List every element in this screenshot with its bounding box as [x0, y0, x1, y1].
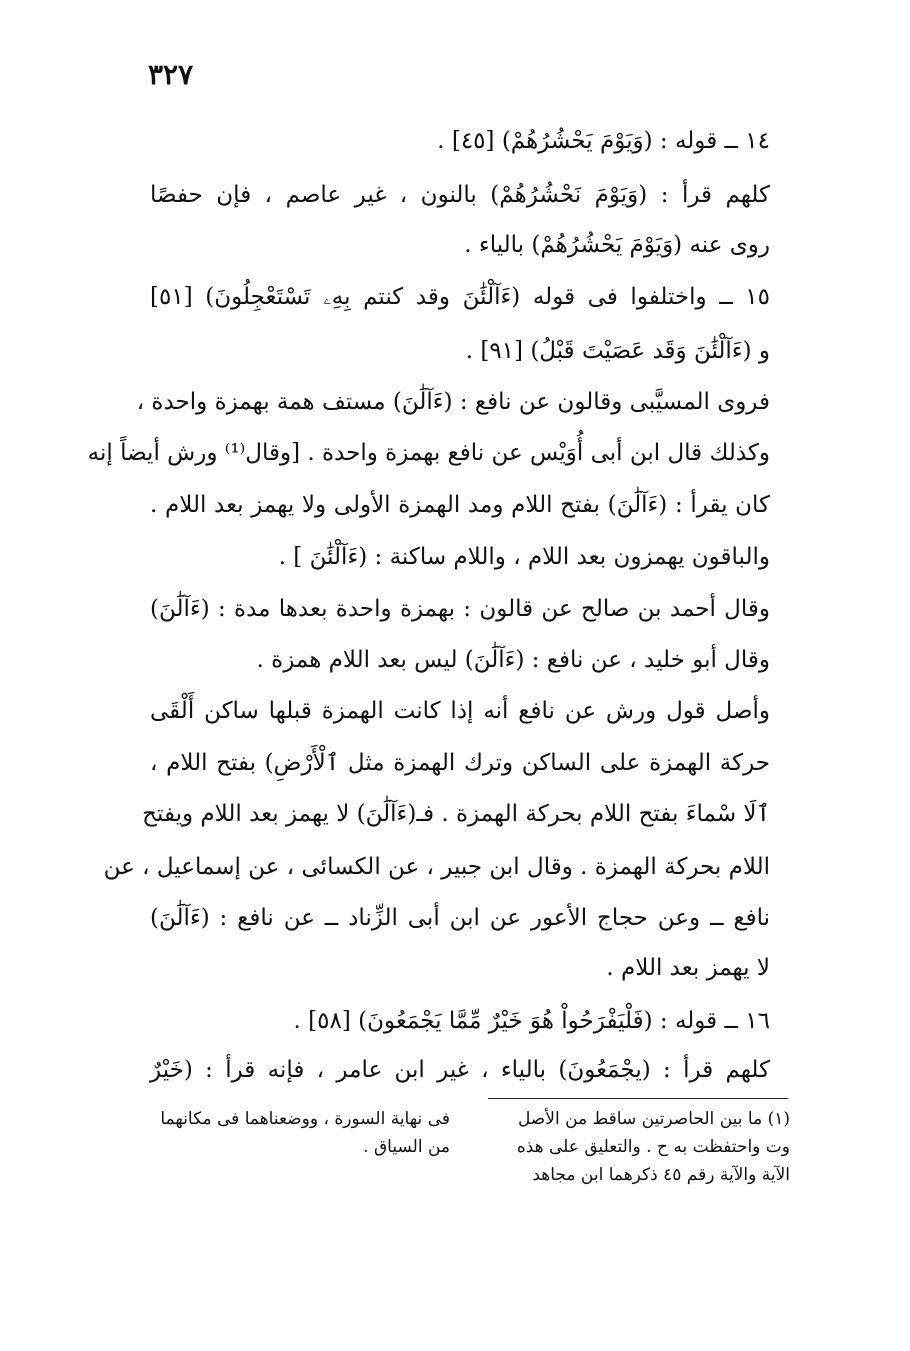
- text-line: و (ءَآلْئَٰنَ وَقَد عَصَيْتَ قَبْلُ) [٩١] .: [465, 338, 770, 364]
- text-line: والباقون يهمزون بعد اللام ، واللام ساكنة : (ءَآلْئَٰنَ ] .: [278, 544, 770, 570]
- footnote-line: وت واحتفظت به ح . والتعليق على هذه: [516, 1137, 790, 1157]
- text-line: حركة الهمزة على الساكن وترك الهمزة مثل ٱلْأَرْضِ) بفتح اللام ،: [150, 750, 770, 776]
- text-line: روى عنه (وَيَوْمَ يَحْشُرُهُمْ) بالياء .: [464, 232, 770, 258]
- footnote-line: من السياق .: [363, 1137, 450, 1157]
- text-line: ١٦ ــ قوله : (فَلْيَفْرَحُواْ هُوَ خَيْرٌ مِّمَّا يَجْمَعُونَ) [٥٨] .: [293, 1008, 770, 1034]
- text-line: نافع ــ وعن حجاج الأعور عن ابن أبى الزِّناد ــ عن نافع : (ءَآلَٰنَ): [150, 905, 770, 931]
- footnote-divider: [488, 1098, 788, 1099]
- text-line: وكذلك قال ابن أبى أُوَيْس عن نافع بهمزة واحدة . [وقال⁽¹⁾ ورش أيضاً إنه: [87, 440, 770, 466]
- text-line: ١٤ ــ قوله : (وَيَوْمَ يَحْشُرُهُمْ) [٤٥] .: [437, 128, 770, 154]
- text-line: ١٥ ــ واختلفوا فى قوله (ءَآلْئَٰنَ وقد كنتم بِهِۦ تَسْتَعْجِلُونَ) [٥١]: [150, 284, 770, 310]
- text-line: وأصل قول ورش عن نافع أنه إذا كانت الهمزة قبلها ساكن أَلْقَى: [150, 698, 770, 724]
- footnote-line: فى نهاية السورة ، ووضعناهما فى مكانهما: [160, 1109, 450, 1129]
- text-line: ٱلَا سْماءَ بفتح اللام بحركة الهمزة . فـ(ءَآلَٰنَ) لا يهمز بعد اللام ويفتح: [142, 801, 770, 827]
- text-line: كلهم قرأ : (وَيَوْمَ نَحْشُرُهُمْ) بالنون ، غير عاصم ، فإن حفصًا: [150, 182, 770, 208]
- text-line: وقال أحمد بن صالح عن قالون : بهمزة واحدة بعدها مدة : (ءَآلَٰنَ): [150, 596, 770, 622]
- page-number: ٣٢٧: [148, 58, 194, 91]
- text-line: لا يهمز بعد اللام .: [606, 955, 770, 981]
- text-line: فروى المسيَّبى وقالون عن نافع : (ءَآلَٰنَ) مستف همة بهمزة واحدة ،: [136, 389, 770, 415]
- text-line: اللام بحركة الهمزة . وقال ابن جبير ، عن الكسائى ، عن إسماعيل ، عن: [103, 854, 770, 880]
- text-line: وقال أبو خليد ، عن نافع : (ءَآلَٰنَ) ليس بعد اللام همزة .: [256, 647, 770, 673]
- footnote-line: الآية والآية رقم ٤٥ ذكرهما ابن مجاهد: [532, 1165, 790, 1185]
- text-line: كلهم قرأ : (يجْمَعُونَ) بالياء ، غير ابن عامر ، فإنه قرأ : (خَيْرٌ: [150, 1057, 770, 1083]
- text-line: كان يقرأ : (ءَآلَٰنَ) بفتح اللام ومد الهمزة الأولى ولا يهمز بعد اللام .: [150, 492, 770, 518]
- footnote-line: (١) ما بين الحاصرتين ساقط من الأصل: [517, 1109, 790, 1129]
